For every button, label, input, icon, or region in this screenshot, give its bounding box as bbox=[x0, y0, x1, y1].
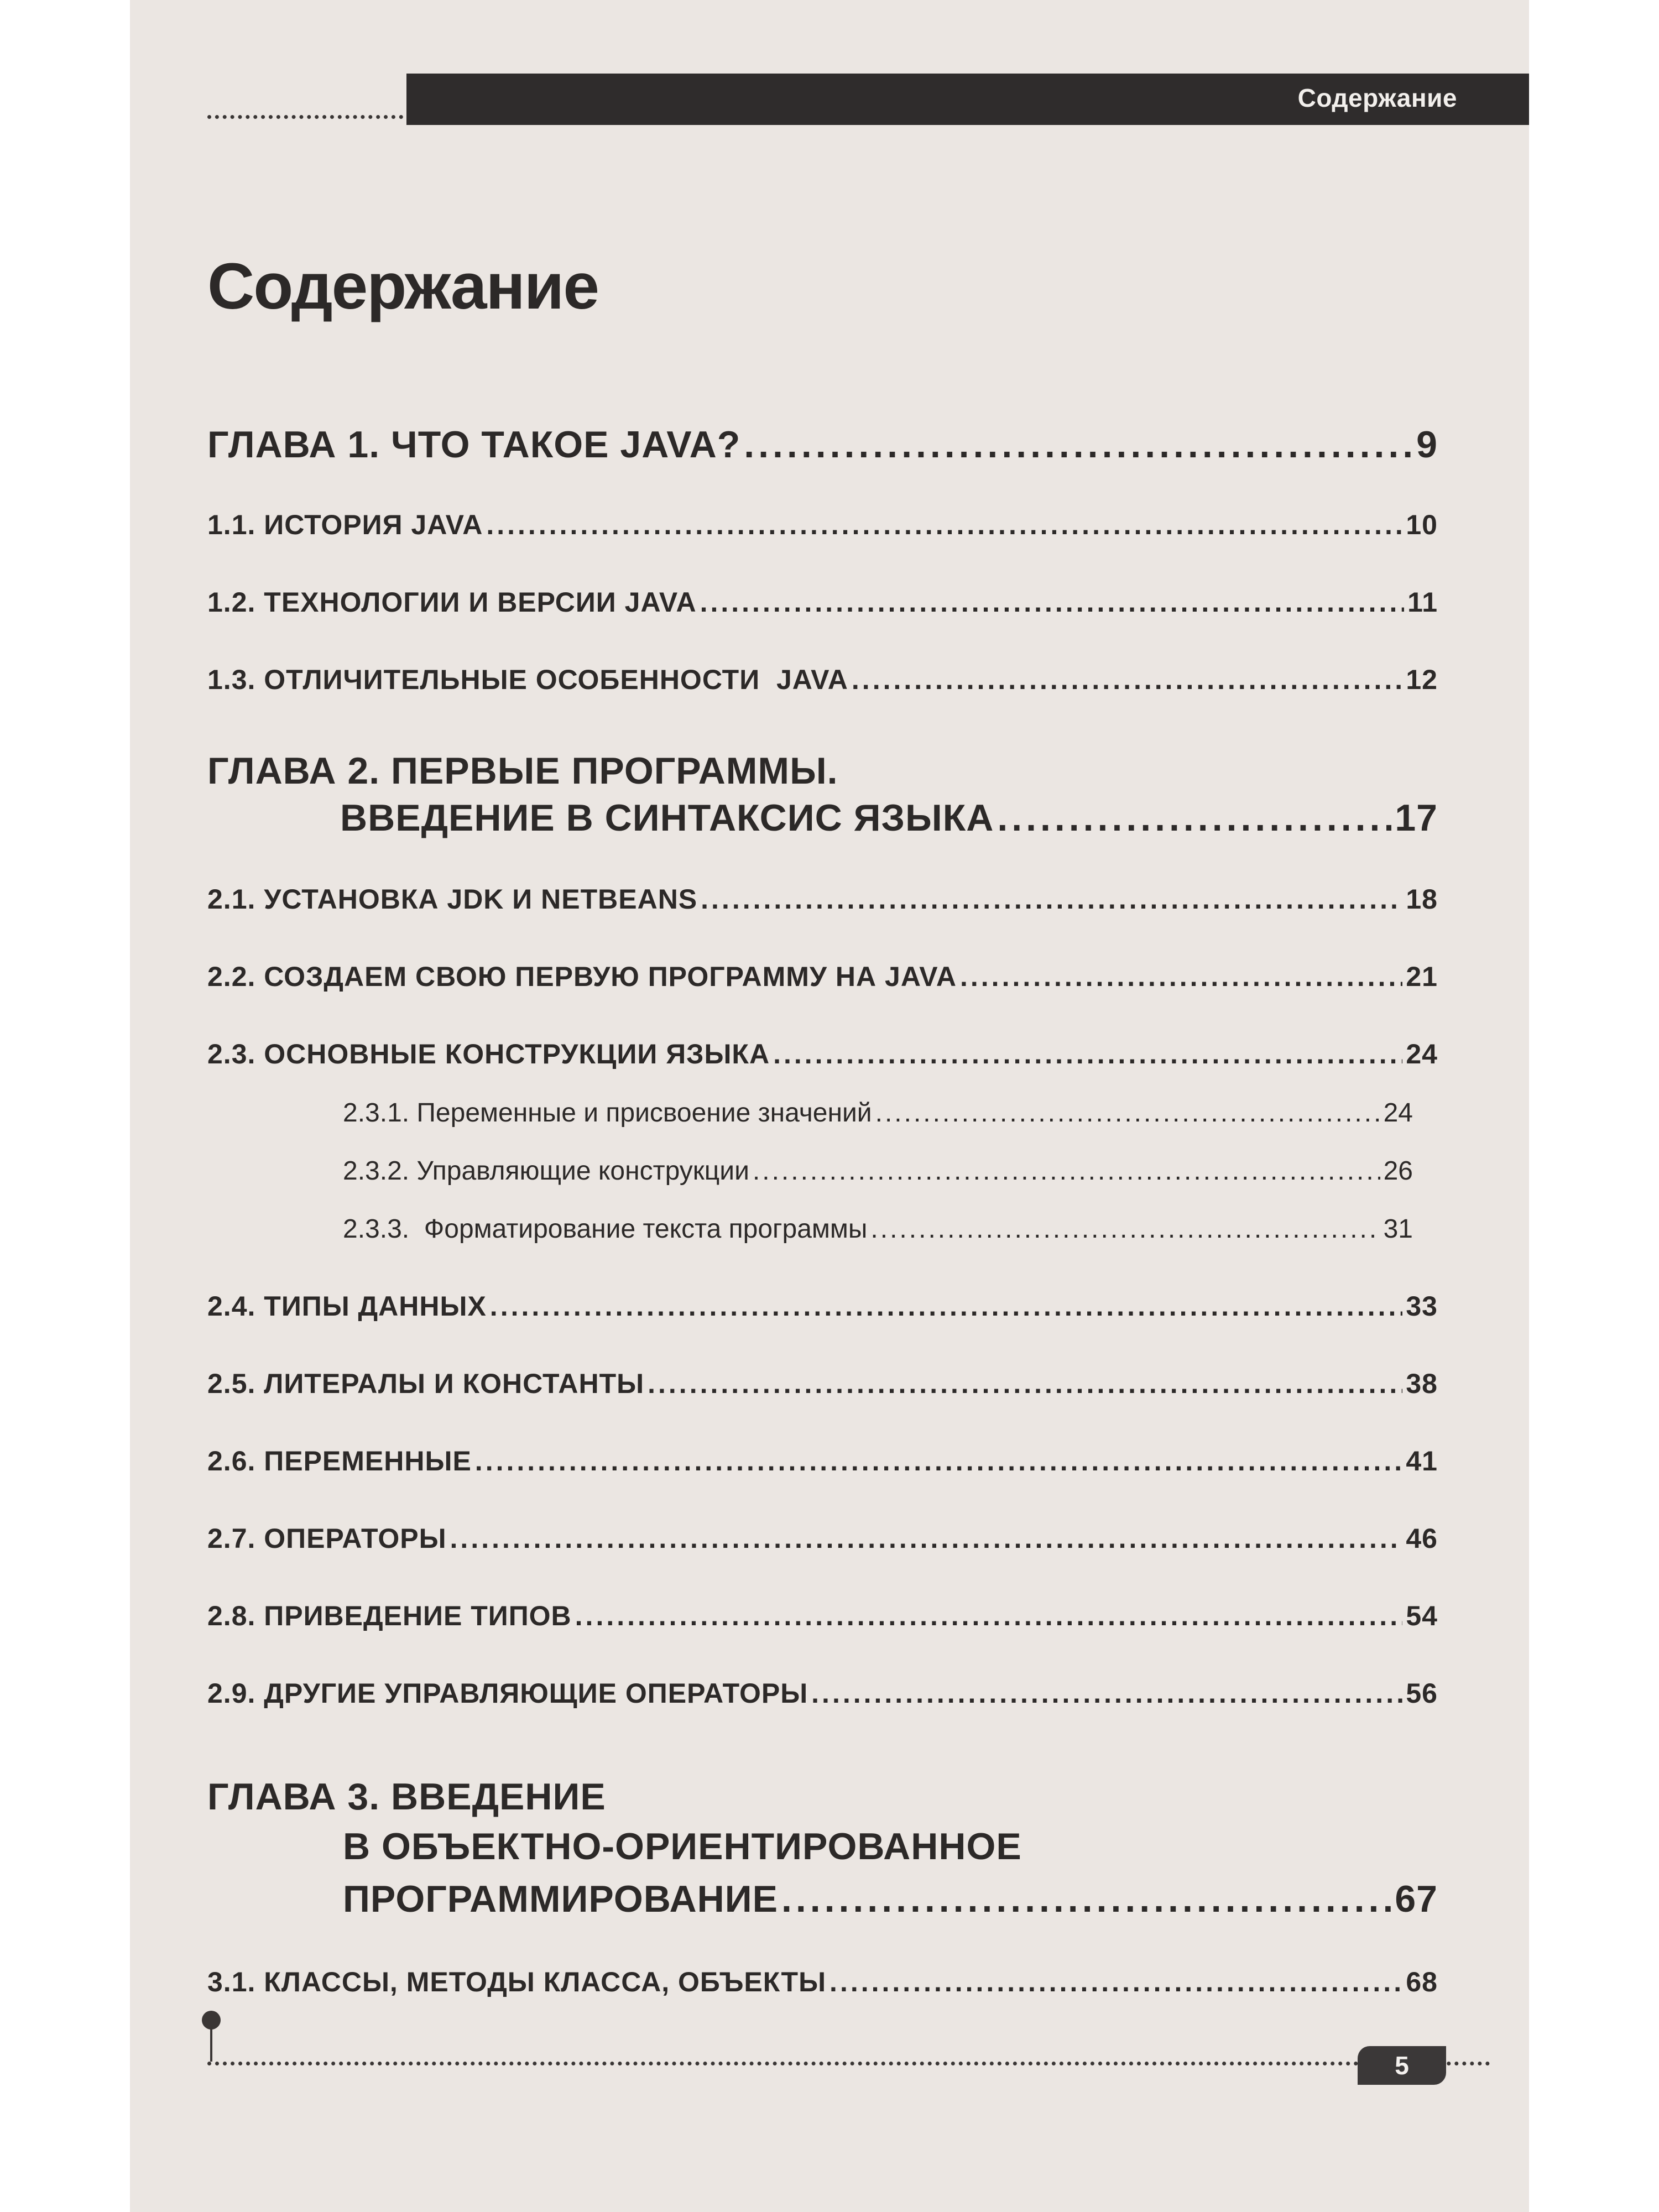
entry-page: 68 bbox=[1406, 1966, 1438, 1997]
toc-chapter-2[interactable] bbox=[340, 796, 1438, 839]
entry-page: 24 bbox=[1406, 1039, 1438, 1070]
dot-leader bbox=[870, 1214, 1380, 1244]
dot-leader bbox=[830, 1966, 1402, 1998]
chapter-3-title-line-1: ГЛАВА 3. ВВЕДЕНИЕ bbox=[207, 1776, 606, 1818]
toc-entry-1-2[interactable] bbox=[207, 586, 1438, 618]
chapter-page: 9 bbox=[1416, 424, 1438, 466]
toc-chapter-1[interactable] bbox=[207, 423, 1438, 466]
page-number-badge: 5 bbox=[1358, 2046, 1446, 2085]
chapter-label: ВВЕДЕНИЕ В СИНТАКСИС ЯЗЫКА bbox=[340, 797, 994, 839]
toc-entry-2-6[interactable] bbox=[207, 1445, 1438, 1477]
entry-label: 2.8. ПРИВЕДЕНИЕ ТИПОВ bbox=[207, 1600, 572, 1631]
book-page bbox=[130, 0, 1529, 2212]
toc-entry-2-5[interactable] bbox=[207, 1368, 1438, 1400]
toc-entry-2-2[interactable] bbox=[207, 961, 1438, 993]
entry-page: 41 bbox=[1406, 1446, 1438, 1477]
entry-label: 2.6. ПЕРЕМЕННЫЕ bbox=[207, 1446, 472, 1477]
entry-label: 2.2. СОЗДАЕМ СВОЮ ПЕРВУЮ ПРОГРАММУ НА JAVA bbox=[207, 961, 957, 992]
entry-page: 10 bbox=[1406, 509, 1438, 540]
page-title: Содержание bbox=[207, 250, 598, 323]
chapter-label: ПРОГРАММИРОВАНИЕ bbox=[343, 1878, 778, 1920]
toc-chapter-3[interactable] bbox=[343, 1877, 1438, 1921]
entry-label: 2.4. ТИПЫ ДАННЫХ bbox=[207, 1291, 487, 1322]
dot-leader bbox=[490, 1290, 1403, 1322]
entry-label: 2.3.1. Переменные и присвоение значений bbox=[343, 1098, 872, 1128]
entry-page: 12 bbox=[1406, 664, 1438, 695]
dot-leader bbox=[486, 509, 1402, 541]
chapter-2-title-line-1: ГЛАВА 2. ПЕРВЫЕ ПРОГРАММЫ. bbox=[207, 750, 838, 792]
toc-entry-2-7[interactable] bbox=[207, 1522, 1438, 1554]
dot-leader bbox=[648, 1368, 1402, 1400]
entry-page: 56 bbox=[1406, 1678, 1438, 1709]
dot-leader bbox=[852, 664, 1402, 696]
entry-page: 46 bbox=[1406, 1523, 1438, 1554]
toc-entry-2-8[interactable] bbox=[207, 1600, 1438, 1632]
dot-leader bbox=[701, 883, 1402, 915]
toc-entry-1-3[interactable] bbox=[207, 664, 1438, 696]
dot-leader bbox=[450, 1522, 1403, 1554]
entry-page: 24 bbox=[1383, 1098, 1413, 1128]
dot-leader bbox=[575, 1600, 1403, 1632]
entry-page: 21 bbox=[1406, 961, 1438, 992]
dot-leader bbox=[960, 961, 1402, 993]
entry-page: 38 bbox=[1406, 1368, 1438, 1399]
dot-leader bbox=[875, 1098, 1380, 1128]
toc-entry-2-3-1[interactable] bbox=[343, 1098, 1413, 1128]
dot-leader bbox=[744, 423, 1413, 466]
running-header: Содержание bbox=[1297, 84, 1457, 112]
entry-label: 2.3. ОСНОВНЫЕ КОНСТРУКЦИИ ЯЗЫКА bbox=[207, 1039, 770, 1070]
toc-entry-1-1[interactable] bbox=[207, 509, 1438, 541]
entry-page: 26 bbox=[1383, 1156, 1413, 1186]
toc-entry-2-4[interactable] bbox=[207, 1290, 1438, 1322]
toc-entry-2-1[interactable] bbox=[207, 883, 1438, 915]
entry-page: 33 bbox=[1406, 1291, 1438, 1322]
entry-label: 1.1. ИСТОРИЯ JAVA bbox=[207, 509, 483, 540]
dot-leader bbox=[700, 586, 1405, 618]
dot-leader bbox=[753, 1156, 1380, 1186]
entry-page: 54 bbox=[1406, 1600, 1438, 1631]
chapter-page: 67 bbox=[1395, 1878, 1438, 1920]
footer-pin-ornament bbox=[202, 2011, 221, 2030]
entry-page: 31 bbox=[1383, 1214, 1413, 1244]
entry-label: 3.1. КЛАССЫ, МЕТОДЫ КЛАССА, ОБЪЕКТЫ bbox=[207, 1966, 827, 1997]
entry-page: 18 bbox=[1406, 884, 1438, 915]
entry-label: 1.2. ТЕХНОЛОГИИ И ВЕРСИИ JAVA bbox=[207, 587, 697, 618]
entry-label: 2.9. ДРУГИЕ УПРАВЛЯЮЩИЕ ОПЕРАТОРЫ bbox=[207, 1678, 808, 1709]
toc-entry-2-3-2[interactable] bbox=[343, 1156, 1413, 1186]
chapter-page: 17 bbox=[1395, 797, 1438, 839]
dot-leader bbox=[781, 1877, 1391, 1921]
entry-page: 11 bbox=[1407, 587, 1438, 618]
toc-entry-2-3-3[interactable] bbox=[343, 1214, 1413, 1244]
dot-leader bbox=[475, 1445, 1403, 1477]
entry-label: 2.5. ЛИТЕРАЛЫ И КОНСТАНТЫ bbox=[207, 1368, 645, 1399]
entry-label: 2.3.3. Форматирование текста программы bbox=[343, 1214, 868, 1244]
dot-leader bbox=[997, 796, 1391, 839]
entry-label: 2.3.2. Управляющие конструкции bbox=[343, 1156, 749, 1186]
entry-label: 1.3. ОТЛИЧИТЕЛЬНЫЕ ОСОБЕННОСТИ JAVA bbox=[207, 664, 848, 695]
footer-pin-stem bbox=[210, 2028, 212, 2062]
chapter-label: ГЛАВА 1. ЧТО ТАКОЕ JAVA? bbox=[207, 424, 741, 466]
toc-entry-3-1[interactable] bbox=[207, 1966, 1438, 1998]
dot-leader bbox=[773, 1038, 1402, 1070]
chapter-3-title-line-2: В ОБЪЕКТНО-ОРИЕНТИРОВАННОЕ bbox=[343, 1825, 1022, 1867]
dot-leader bbox=[811, 1677, 1402, 1709]
toc-entry-2-3[interactable] bbox=[207, 1038, 1438, 1070]
footer-dotted-rule bbox=[207, 2062, 1490, 2065]
entry-label: 2.1. УСТАНОВКА JDK И NETBEANS bbox=[207, 884, 698, 915]
entry-label: 2.7. ОПЕРАТОРЫ bbox=[207, 1523, 447, 1554]
toc-entry-2-9[interactable] bbox=[207, 1677, 1438, 1709]
